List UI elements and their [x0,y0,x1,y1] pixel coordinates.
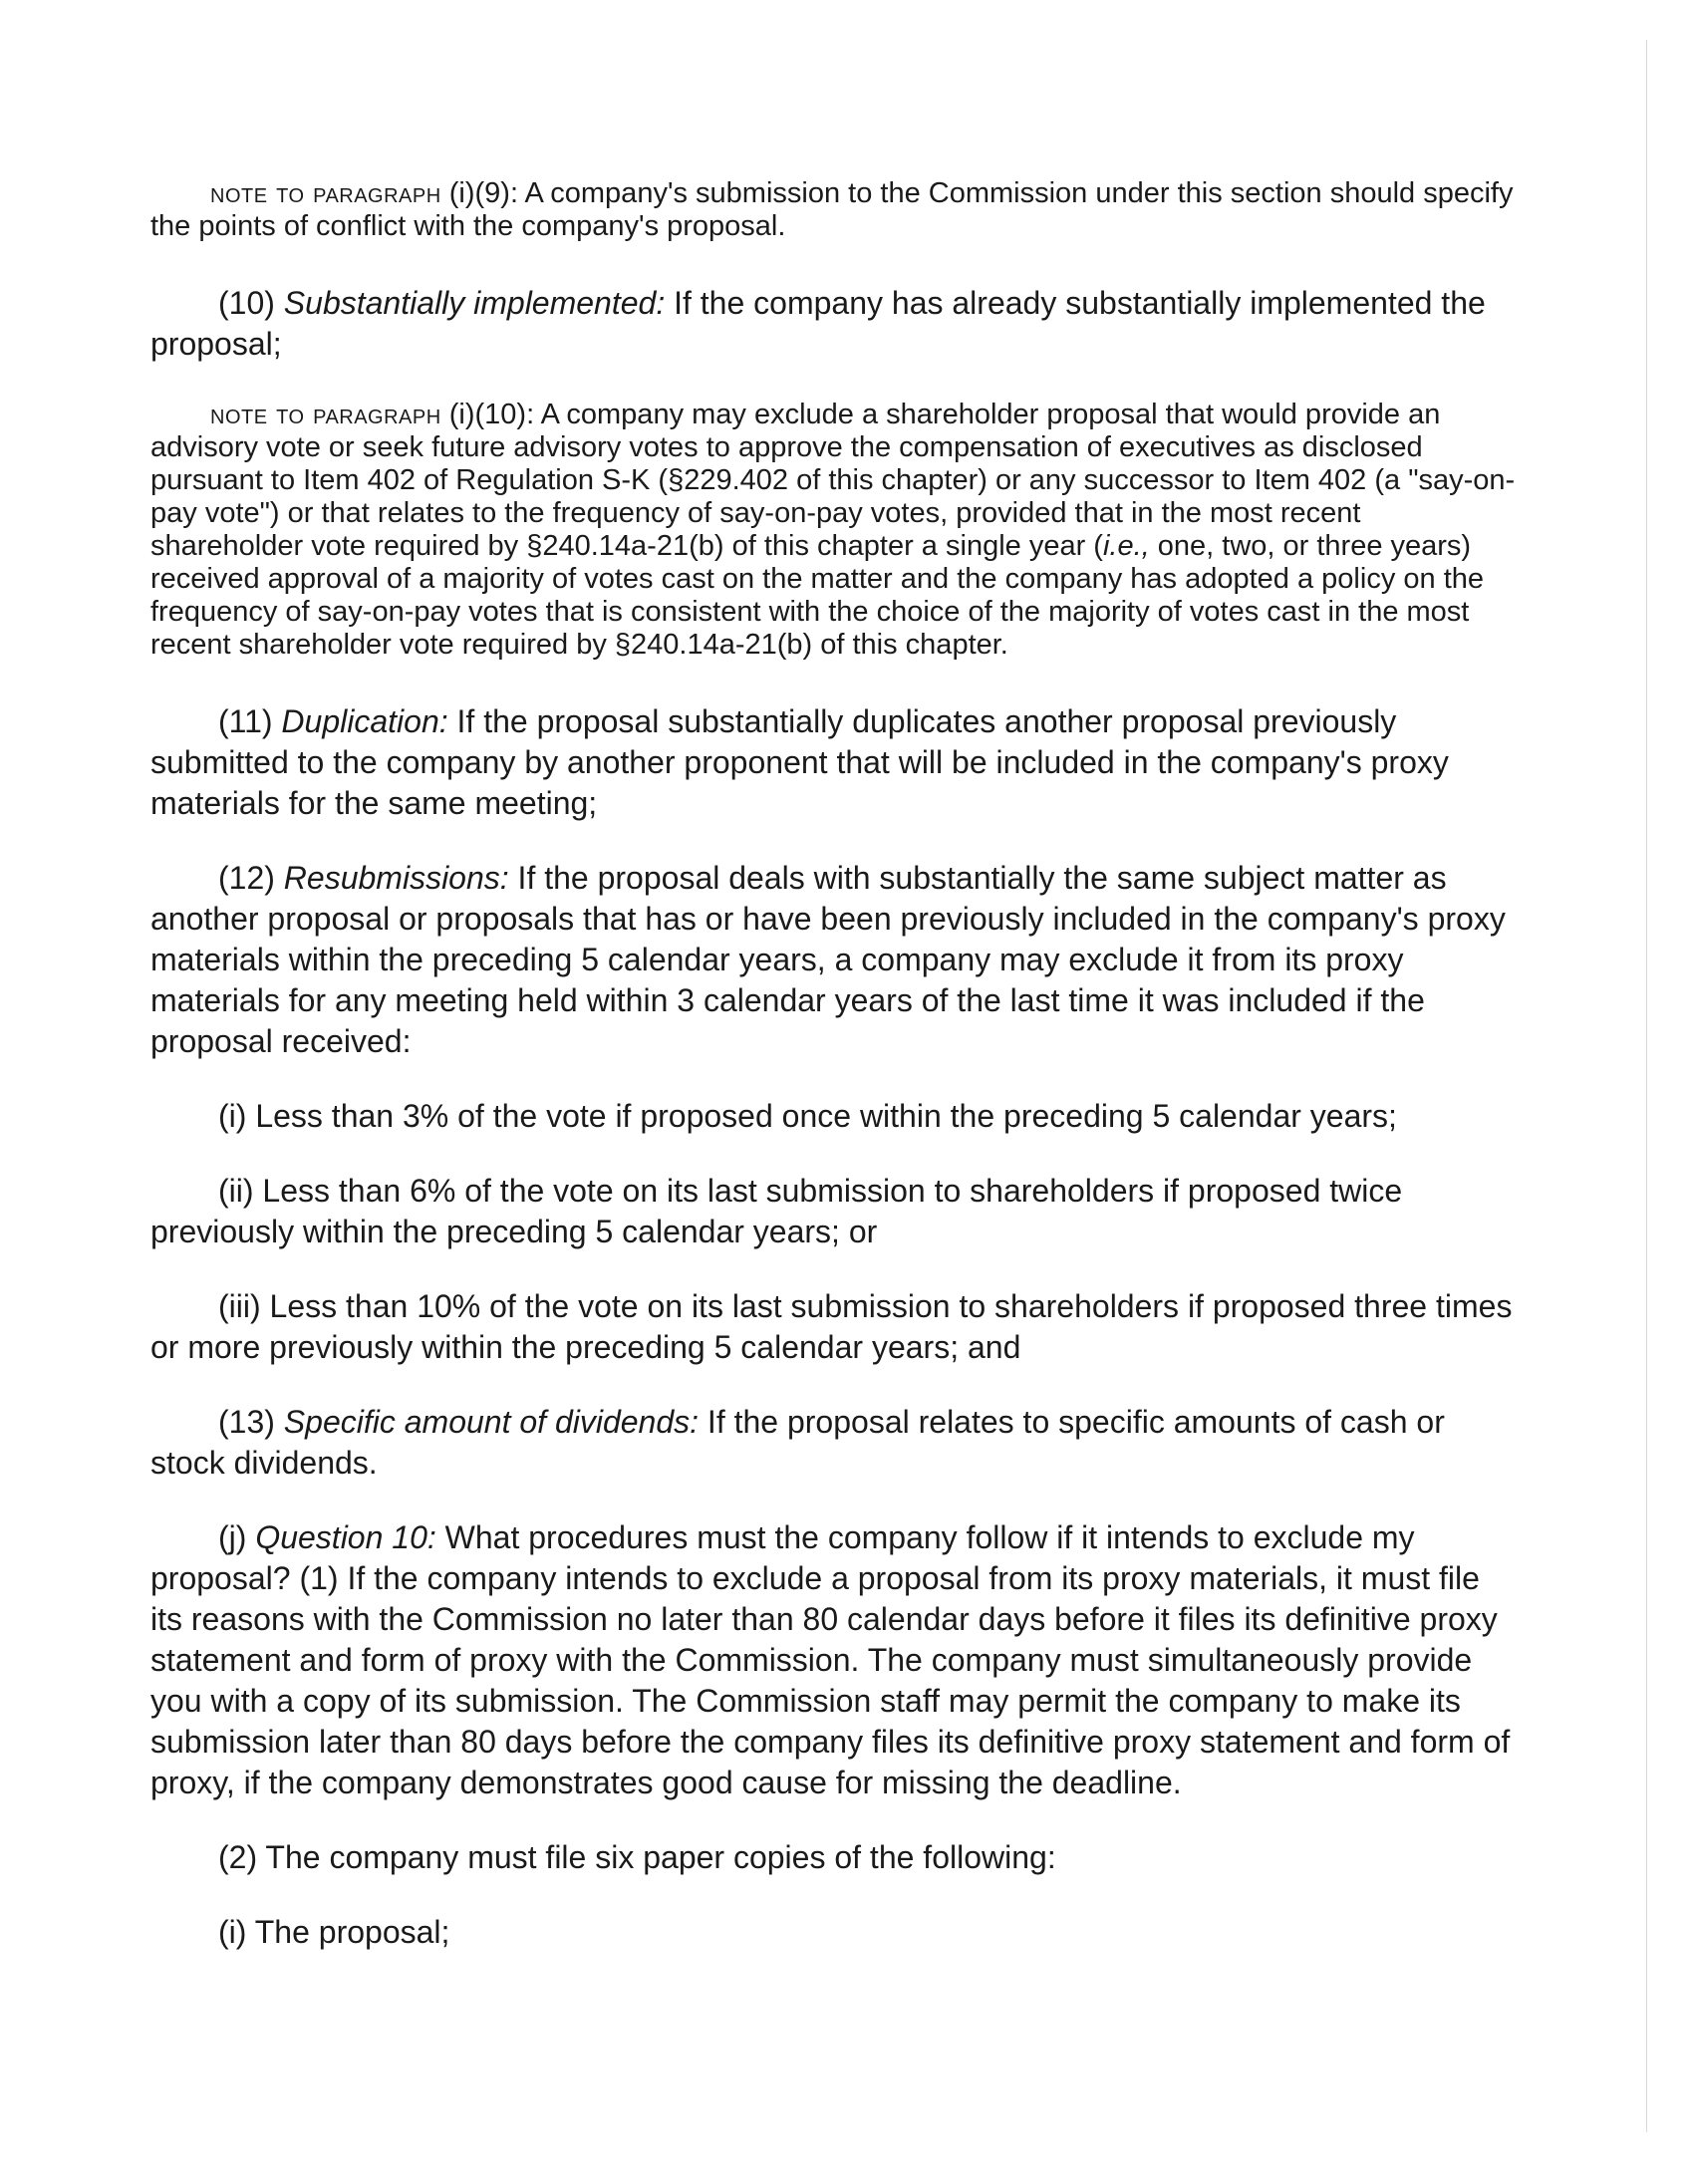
paragraph-heading: Duplication: [281,703,448,739]
note-paragraph-i9 [150,177,1516,243]
paragraph-j-2 [150,1837,1516,1878]
paragraph-text: (i) Less than 3% of the vote if proposed once within the preceding 5 calendar years; [218,1098,1397,1134]
note-text: A company's submission to the Commission under this section should specify the points of conflict with the company's proposal. [150,177,1514,242]
note-ref: (i)(10): [448,399,535,430]
paragraph-heading: Question 10: [255,1519,436,1555]
paragraph-text: (iii) Less than 10% of the vote on its last submission to shareholders if proposed three times or more previously within the preceding 5 calendar years; and [150,1288,1513,1365]
paragraph-12-iii [150,1286,1516,1368]
paragraph-text: If the proposal substantially duplicates another proposal previously submitted to the company by another proponent that will be included in the company's proxy materials for the same meeting; [150,703,1449,821]
note-ie: i.e., [1102,530,1150,562]
paragraph-12-i [150,1096,1516,1137]
paragraph-number: (10) [218,285,284,321]
paragraph-text: If the proposal relates to specific amounts of cash or stock dividends. [150,1404,1445,1481]
paragraph-heading: Resubmissions: [283,860,509,896]
paragraph-12-ii [150,1171,1516,1252]
paragraph-number: (j) [218,1519,256,1555]
note-ref: (i)(9): [448,177,519,209]
paragraph-number: (12) [218,860,284,896]
scan-edge-line [1646,40,1647,2132]
paragraph-heading: Substantially implemented: [283,285,666,321]
paragraph-text: If the company has already substantially implemented the proposal; [150,285,1486,362]
paragraph-number: (11) [218,703,282,739]
note-text-b: one, two, or three years) received approval of a majority of votes cast on the matter and the company has adopted a policy on the frequency of say-on-pay votes that is consistent with the choice of the majority of votes cast in the most recent shareholder vote required by §240.14a-21(b) of this chapter. [150,530,1485,661]
paragraph-text: (i) The proposal; [218,1914,450,1950]
document-body [150,177,1516,1987]
note-text-a: A company may exclude a shareholder proposal that would provide an advisory vote or seek future advisory votes to approve the compensation of executives as disclosed pursuant to Item 402 of Regulation S-K (§229.402 of this chapter) or any successor to Item 402 (a "say-on-pay vote") or that relates to the frequency of say-on-pay votes, provided that in the most recent shareholder vote required by §240.14a-21(b) of this chapter a single year ( [150,399,1516,562]
note-label: note to paragraph [210,177,441,209]
note-label: note to paragraph [210,399,441,430]
paragraph-10 [150,283,1516,365]
paragraph-j-2-i [150,1912,1516,1953]
paragraph-text: If the proposal deals with substantially the same subject matter as another proposal or proposals that has or have been previously included in the company's proxy materials within the preceding 5 calendar years, a company may exclude it from its proxy materials for any meeting held within 3 calendar years of the last time it was included if the proposal received: [150,860,1506,1059]
paragraph-j [150,1517,1516,1803]
paragraph-number: (13) [218,1404,284,1440]
paragraph-heading: Specific amount of dividends: [283,1404,700,1440]
paragraph-12 [150,858,1516,1062]
paragraph-11 [150,701,1516,824]
paragraph-text: (ii) Less than 6% of the vote on its last submission to shareholders if proposed twice previously within the preceding 5 calendar years; or [150,1173,1403,1249]
paragraph-text: (2) The company must file six paper copies of the following: [218,1839,1056,1875]
paragraph-text: What procedures must the company follow if it intends to exclude my proposal? (1) If the company intends to exclude a proposal from its proxy materials, it must file its reasons with the Commission no later than 80 calendar days before it files its definitive proxy statement and form of proxy with the Commission. The company must simultaneously provide you with a copy of its submission. The Commission staff may permit the company to make its submission later than 80 days before the company files its definitive proxy statement and form of proxy, if the company demonstrates good cause for missing the deadline. [150,1519,1511,1800]
paragraph-13 [150,1402,1516,1484]
note-paragraph-i10 [150,399,1516,662]
